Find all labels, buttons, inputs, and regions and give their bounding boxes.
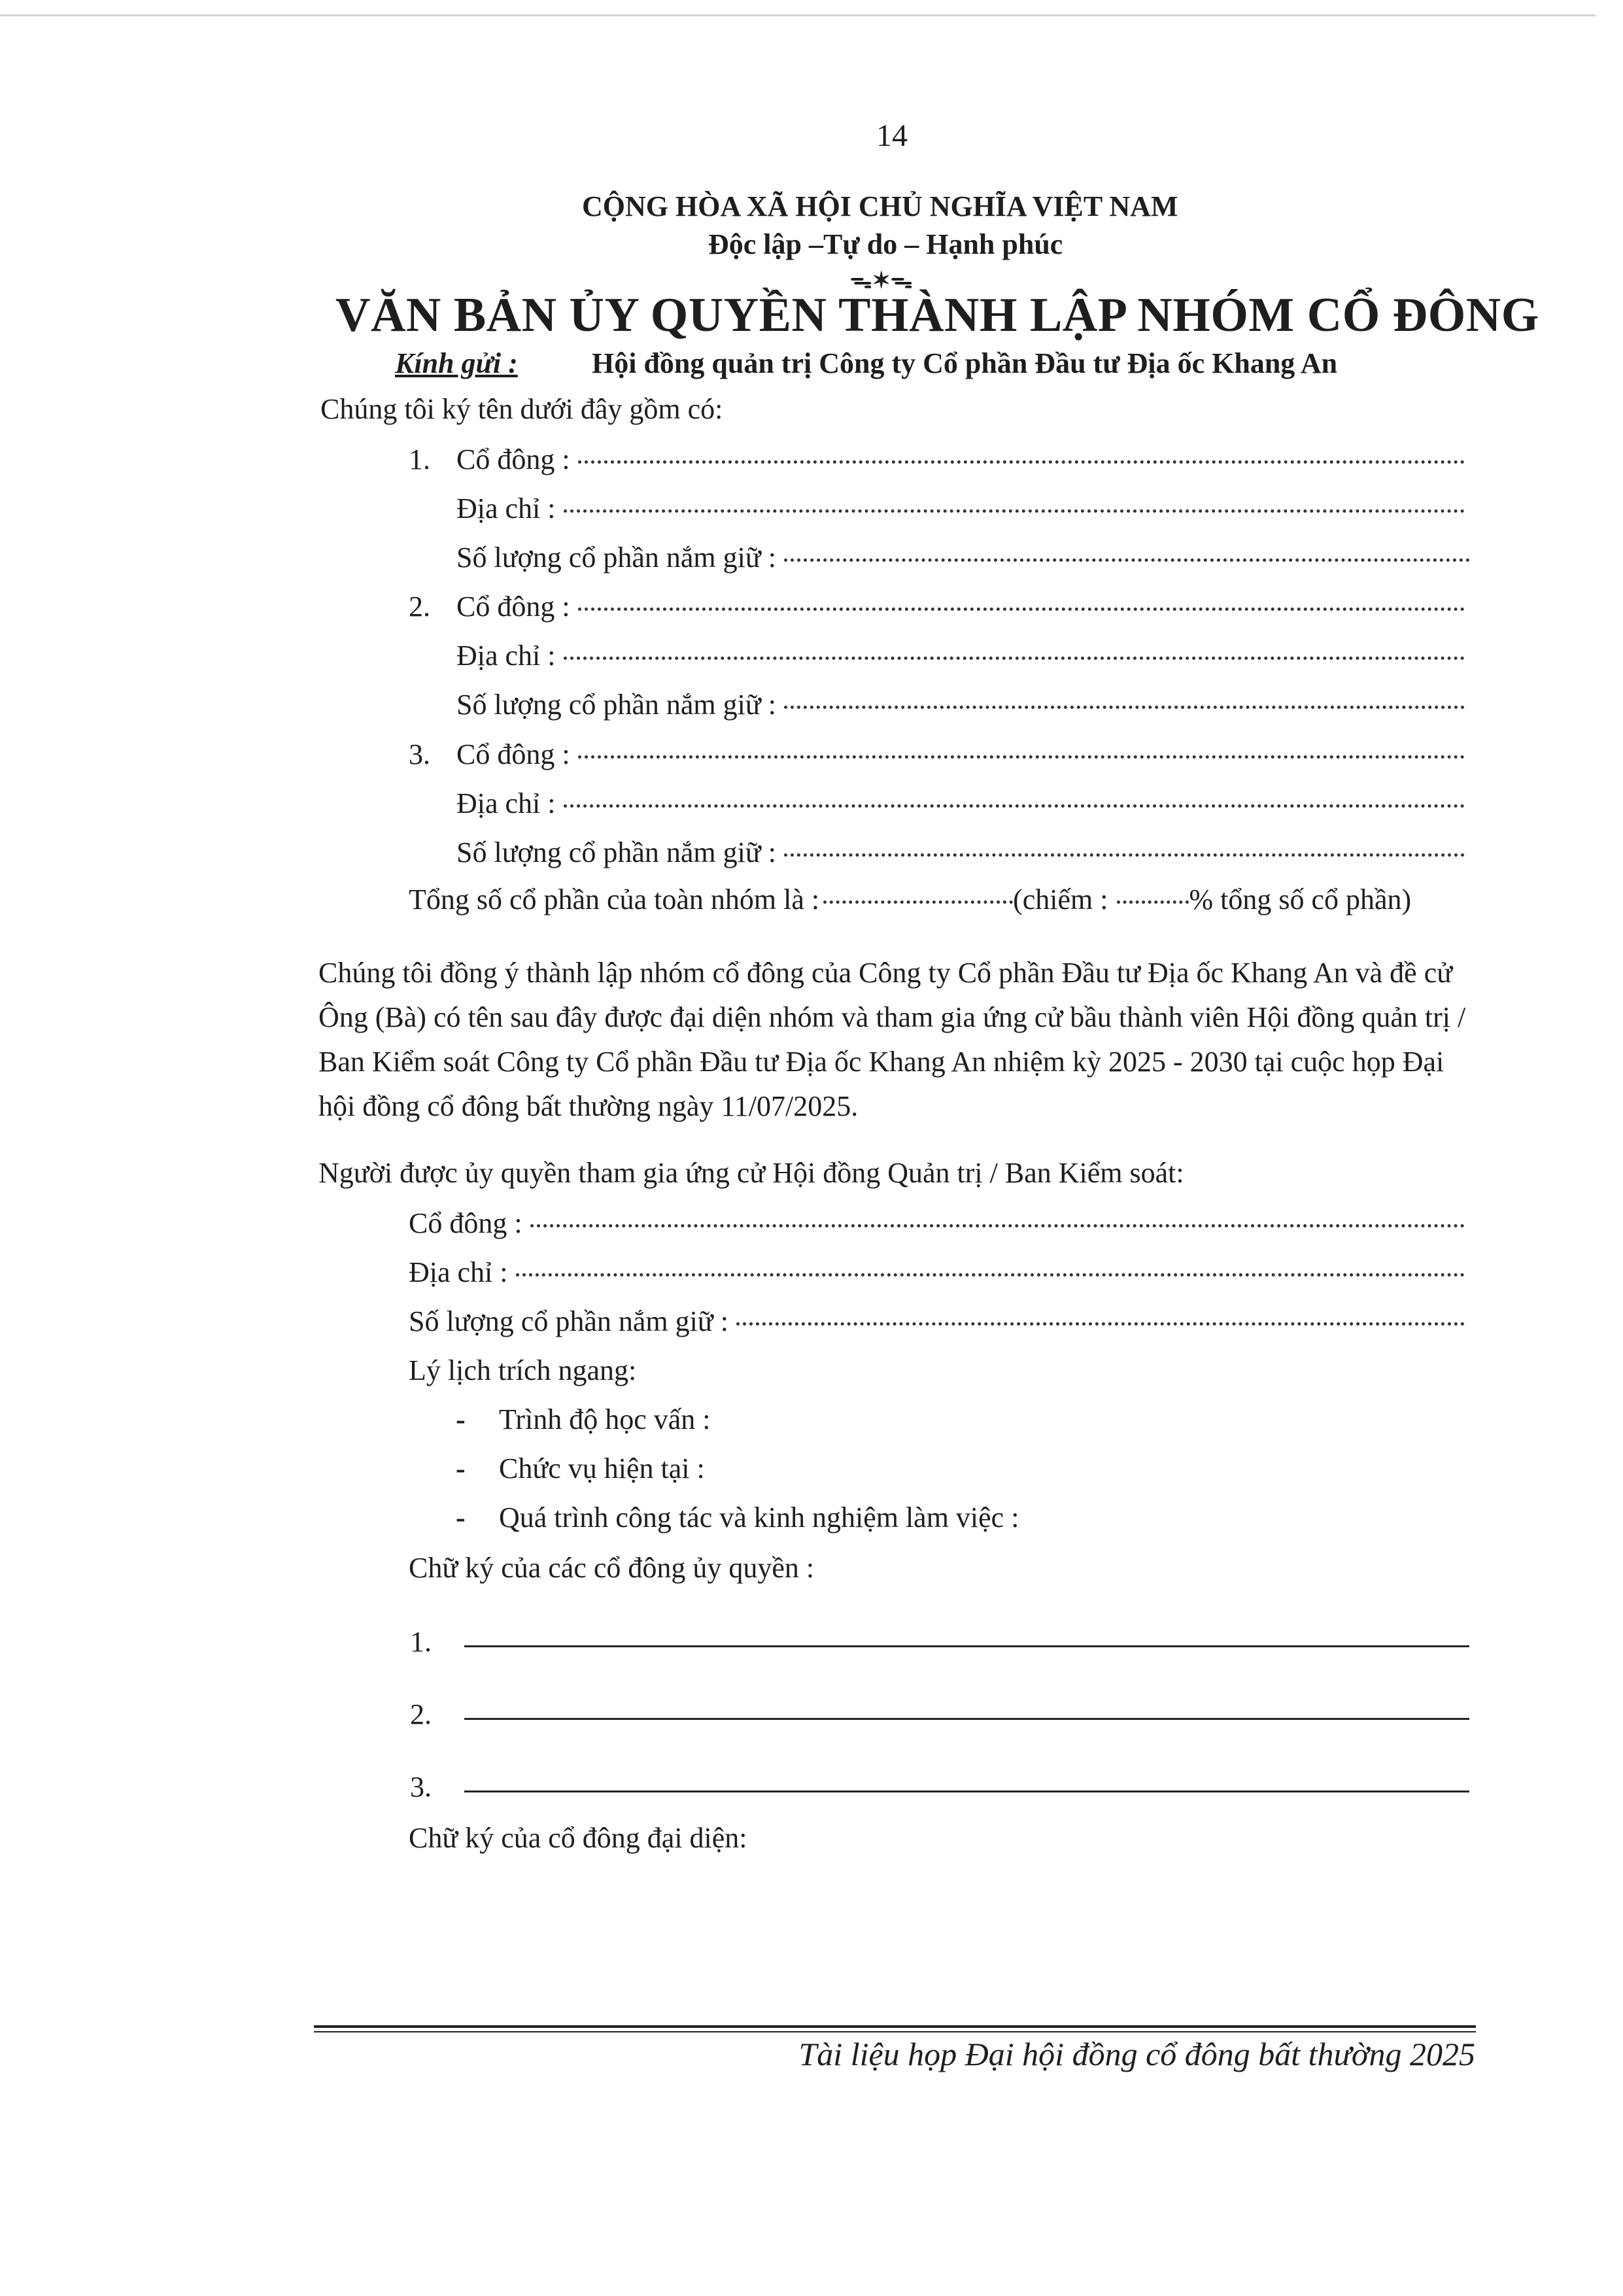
signature-number: 2. — [410, 1698, 432, 1730]
signature-underline — [464, 1645, 1469, 1647]
bullet-dash: - — [456, 1452, 466, 1484]
fill-dots — [564, 509, 1465, 513]
field-label: Cổ đông : — [409, 1207, 522, 1239]
fill-dots — [516, 1273, 1465, 1277]
field-label: Địa chỉ : — [456, 640, 556, 672]
field-label: Địa chỉ : — [456, 492, 556, 524]
shareholder-3-shares-field[interactable] — [456, 836, 1465, 869]
signature-line-3[interactable] — [410, 1770, 1469, 1804]
shareholder-1-address-field[interactable] — [456, 492, 1465, 525]
bullet-dash: - — [456, 1403, 466, 1435]
percent-label: (chiếm : — [1013, 883, 1108, 916]
fill-dots — [784, 706, 1465, 709]
shareholder-2-shares-field[interactable] — [456, 688, 1465, 721]
signature-line-1[interactable] — [410, 1625, 1469, 1658]
total-label: Tổng số cổ phần của toàn nhóm là : — [409, 883, 820, 916]
shareholder-3-name-field[interactable] — [456, 738, 1465, 771]
fill-dots — [1117, 900, 1189, 904]
fill-dots — [564, 657, 1465, 660]
signature-number: 1. — [410, 1626, 432, 1658]
shareholder-2-name-field[interactable] — [456, 590, 1465, 623]
nominee-heading: Người được ủy quyền tham gia ứng cử Hội đồng Quản trị / Ban Kiểm soát: — [318, 1157, 1184, 1189]
field-label: Số lượng cổ phần nắm giữ : — [456, 541, 776, 574]
fill-dots — [564, 804, 1465, 808]
ornament-divider: ᯓ✶ᯓ — [850, 269, 913, 293]
shareholder-number: 3. — [409, 738, 430, 770]
bio-item-education[interactable]: Trình độ học vấn : — [499, 1403, 711, 1435]
shareholder-3-address-field[interactable] — [456, 787, 1465, 820]
shareholder-number: 1. — [409, 443, 430, 475]
footer-text: Tài liệu họp Đại hội đồng cổ đông bất thường 2025 — [798, 2036, 1475, 2072]
field-label: Cổ đông : — [456, 738, 570, 770]
signature-heading: Chữ ký của các cổ đông ủy quyền : — [409, 1552, 815, 1584]
signature-underline — [464, 1791, 1469, 1792]
shareholder-1-shares-field[interactable] — [456, 541, 1470, 574]
fill-dots — [578, 755, 1465, 759]
document-title: VĂN BẢN ỦY QUYỀN THÀNH LẬP NHÓM CỔ ĐÔNG — [335, 288, 1539, 342]
signature-line-2[interactable] — [410, 1698, 1469, 1731]
footer-rule — [314, 2025, 1476, 2028]
field-label: Cổ đông : — [456, 443, 570, 475]
fill-dots — [784, 558, 1470, 562]
nominee-address-field[interactable] — [409, 1256, 1465, 1289]
percent-suffix: % tổng số cổ phần) — [1189, 883, 1412, 916]
recipient-label: Kính gửi : — [395, 347, 518, 379]
motto-heading: Độc lập –Tự do – Hạnh phúc — [708, 228, 1063, 260]
field-label: Địa chỉ : — [456, 787, 556, 819]
field-label: Cổ đông : — [456, 591, 570, 623]
footer-rule — [314, 2031, 1476, 2032]
recipient-value: Hội đồng quản trị Công ty Cổ phần Đầu tư Địa ốc Khang An — [592, 347, 1338, 379]
nominee-shares-field[interactable] — [409, 1305, 1465, 1338]
fill-dots — [784, 853, 1465, 857]
intro-text: Chúng tôi ký tên dưới đây gồm có: — [320, 393, 723, 425]
bio-item-position[interactable]: Chức vụ hiện tại : — [499, 1452, 705, 1484]
bio-item-experience[interactable]: Quá trình công tác và kinh nghiệm làm việc : — [499, 1501, 1019, 1534]
fill-dots — [578, 460, 1465, 464]
fill-dots — [530, 1224, 1465, 1227]
field-label: Số lượng cổ phần nắm giữ : — [456, 689, 776, 721]
page-number: 14 — [876, 118, 908, 153]
top-border — [0, 14, 1596, 16]
representative-signature-label: Chữ ký của cổ đông đại diện: — [409, 1822, 747, 1854]
fill-dots — [578, 608, 1465, 611]
agreement-paragraph: Chúng tôi đồng ý thành lập nhóm cổ đông của Công ty Cổ phần Đầu tư Địa ốc Khang An và đề cử Ông (Bà) có tên sau đây được đại diện nhóm và tham gia ứng cử bầu thành viên Hội đồng quản trị / Ban Kiểm soát Công ty Cổ phần Đầu tư Địa ốc Khang An nhiệm kỳ 2025 - 2030 tại cuộc họp Đại hội đồng cổ đông bất thường ngày 11/07/2025. — [318, 957, 1466, 1122]
fill-dots — [736, 1322, 1465, 1326]
signature-number: 3. — [410, 1771, 432, 1803]
field-label: Địa chỉ : — [409, 1256, 508, 1288]
fill-dots — [823, 900, 1013, 904]
shareholder-number: 2. — [409, 591, 430, 623]
field-label: Số lượng cổ phần nắm giữ : — [409, 1305, 728, 1337]
shareholder-1-name-field[interactable] — [456, 443, 1465, 476]
field-label: Số lượng cổ phần nắm giữ : — [456, 836, 776, 868]
nominee-name-field[interactable] — [409, 1207, 1465, 1240]
bio-heading: Lý lịch trích ngang: — [409, 1354, 637, 1386]
nation-heading: CỘNG HÒA XÃ HỘI CHỦ NGHĨA VIỆT NAM — [582, 190, 1178, 222]
total-shares-row[interactable] — [409, 883, 1468, 916]
bullet-dash: - — [456, 1501, 466, 1534]
signature-underline — [464, 1718, 1469, 1720]
shareholder-2-address-field[interactable] — [456, 639, 1465, 672]
